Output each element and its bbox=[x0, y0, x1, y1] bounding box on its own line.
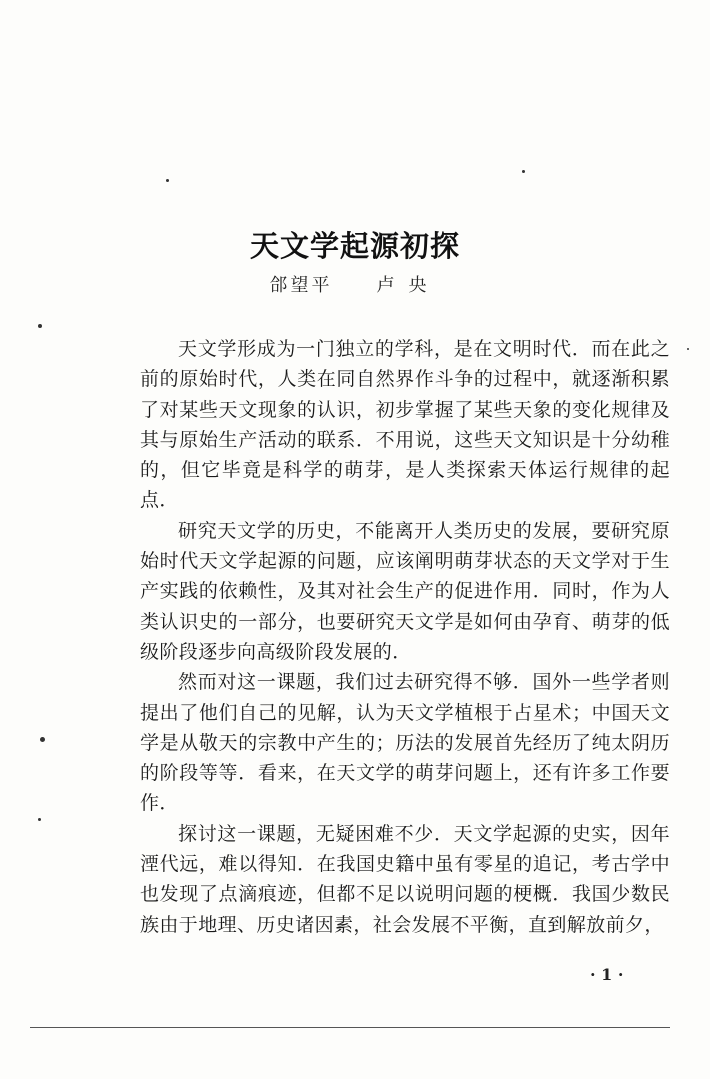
footer-rule bbox=[30, 1027, 670, 1028]
body-paragraph: 然而对这一课题，我们过去研究得不够．国外一些学者则提出了他们自己的见解，认为天文学植根于占星术；中国天文学是从敬天的宗教中产生的；历法的发展首先经历了纯太阴历的阶段等等．看来，在天文学的萌芽问题上，还有许多工作要作． bbox=[140, 671, 670, 815]
page-number: · 1 · bbox=[590, 965, 624, 984]
body-paragraph: 天文学形成为一门独立的学科，是在文明时代．而在此之前的原始时代，人类在同自然界作斗争的过程中，就逐渐积累了对某些天文现象的认识，初步掌握了某些天象的变化规律及其与原始生产活动的联系．不用说，这些天文知识是十分幼稚的，但它毕竟是科学的萌芽，是人类探索天体运行规律的起点． bbox=[140, 338, 670, 512]
author-name: 卢央 bbox=[376, 275, 441, 296]
scan-speck bbox=[522, 170, 525, 173]
scan-speck bbox=[166, 179, 169, 182]
scan-speck bbox=[687, 348, 689, 350]
body-paragraph: 研究天文学的历史，不能离开人类历史的发展，要研究原始时代天文学起源的问题，应该阐明萌芽状态的天文学对于生产实践的依赖性，及其对社会生产的促进作用．同时，作为人类认识史的一部分，也要研究天文学是如何由孕育、萌芽的低级阶段逐步向高级阶段发展的． bbox=[140, 519, 670, 663]
author-name: 郃望平 bbox=[269, 275, 333, 296]
body-paragraph: 探讨这一课题，无疑困难不少．天文学起源的史实，因年湮代远，难以得知．在我国史籍中虽有零星的追记，考古学中也发现了点滴痕迹，但都不足以说明问题的梗概．我国少数民族由于地理、历史诸因素，社会发展不平衡，直到解放前夕， bbox=[140, 822, 670, 936]
scan-speck bbox=[40, 737, 45, 742]
scan-speck bbox=[38, 818, 41, 821]
author-line bbox=[0, 271, 710, 297]
scan-speck bbox=[38, 324, 42, 328]
article-body bbox=[140, 334, 670, 940]
article-title: 天文学起源初探 bbox=[249, 229, 460, 264]
